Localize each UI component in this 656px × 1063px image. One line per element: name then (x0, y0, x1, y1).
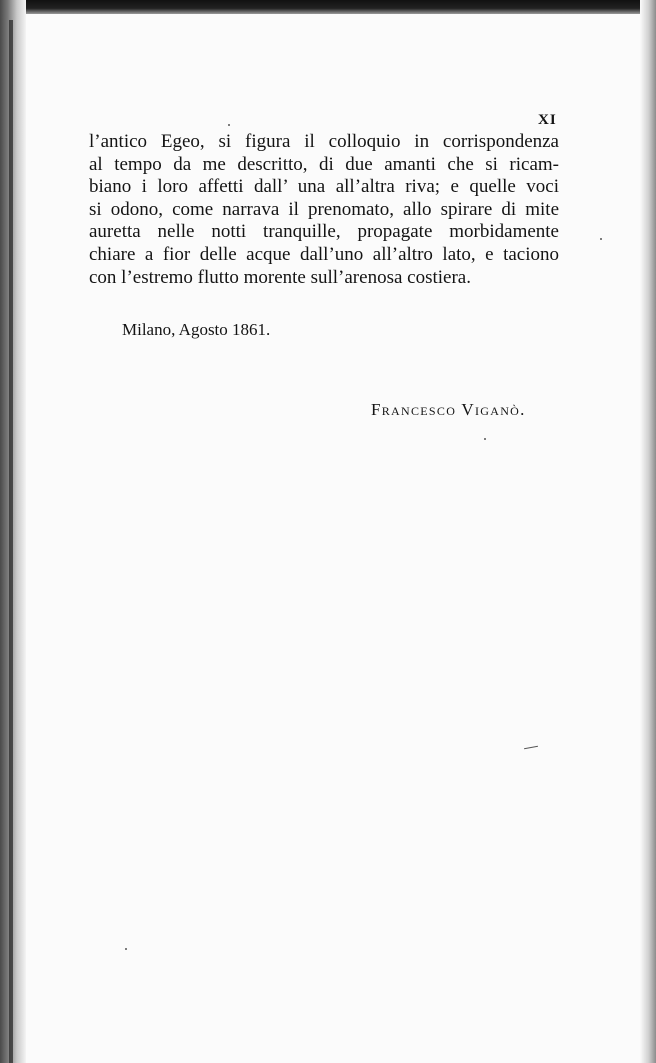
scan-binding-line (9, 20, 13, 1063)
text-line: si odono, come narrava il prenomato, allo spirare di mite (89, 198, 559, 220)
text-line: auretta nelle notti tranquille, propagate morbidamente (89, 221, 559, 243)
scan-speck (228, 124, 230, 126)
scan-binding-shadow (0, 0, 26, 1063)
text-line: con l’estremo flutto morente sull’arenosa costiera. (89, 266, 471, 288)
scan-top-border (0, 0, 656, 14)
author-signature: Francesco Viganò. (371, 400, 526, 419)
scan-page-edge-shadow (640, 0, 656, 1063)
scan-speck (600, 238, 602, 240)
page-number: XI (538, 112, 557, 128)
scan-speck (484, 438, 486, 440)
text-line: al tempo da me descritto, di due amanti che si ricam- (89, 153, 559, 175)
scan-speck (524, 746, 538, 749)
scan-speck (125, 948, 127, 950)
text-line: l’antico Egeo, si figura il colloquio in corrispondenza (89, 131, 559, 152)
dateline: Milano, Agosto 1861. (122, 320, 271, 339)
text-line: chiare a fior delle acque dall’uno all’altro lato, e taciono (89, 243, 559, 265)
body-paragraph (89, 131, 559, 289)
text-line: biano i loro affetti dall’ una all’altra riva; e quelle voci (89, 176, 559, 198)
